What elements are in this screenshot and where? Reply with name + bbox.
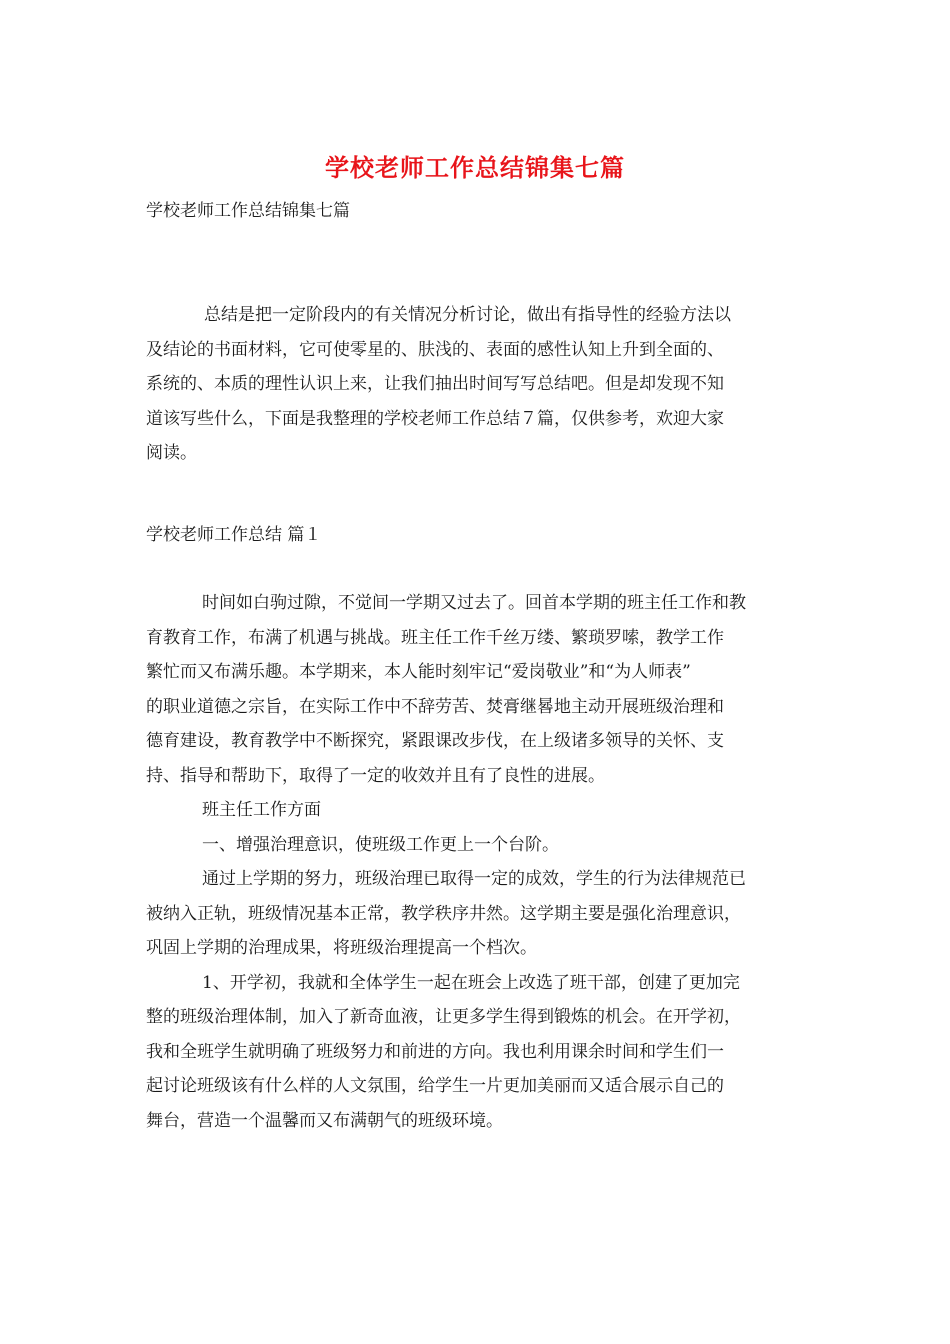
text-line: 舞台，营造一个温馨而又布满朝气的班级环境。 (146, 1110, 503, 1131)
text-line: 及结论的书面材料，它可使零星的、肤浅的、表面的感性认知上升到全面的、 (146, 339, 724, 360)
text-line: 起讨论班级该有什么样的人文氛围，给学生一片更加美丽而又适合展示自己的 (146, 1076, 724, 1096)
text-line: 总结是把一定阶段内的有关情况分析讨论，做出有指导性的经验方法以 (204, 305, 731, 325)
text-line: 持、指导和帮助下，取得了一定的收效并且有了良性的进展。 (146, 765, 605, 786)
document-title: 学校老师工作总结锦集七篇 (325, 153, 625, 182)
text-line: 整的班级治理体制，加入了新奇血液，让更多学生得到锻炼的机会。在开学初， (146, 1007, 741, 1027)
text-line: 的职业道德之宗旨，在实际工作中不辞劳苦、焚膏继晷地主动开展班级治理和 (146, 696, 724, 717)
text-line: 被纳入正轨，班级情况基本正常，教学秩序井然。这学期主要是强化治理意识， (146, 903, 741, 924)
intro-paragraph (146, 298, 806, 471)
text-line: 阅读。 (146, 443, 197, 463)
text-line: 繁忙而又布满乐趣。本学期来，本人能时刻牢记“爱岗敬业”和“为人师表” (146, 662, 691, 682)
text-line: 道该写些什么，下面是我整理的学校老师工作总结７篇，仅供参考，欢迎大家 (146, 408, 724, 429)
point-heading: 一、增强治理意识，使班级工作更上一个台阶。 (202, 834, 559, 855)
section-heading: 学校老师工作总结 篇１ (146, 525, 322, 545)
body-paragraph-1 (146, 586, 806, 1138)
text-line: 1、开学初，我就和全体学生一起在班会上改选了班干部，创建了更加完 (202, 972, 740, 993)
text-line: 系统的、本质的理性认识上来，让我们抽出时间写写总结吧。但是却发现不知 (146, 374, 724, 394)
text-line: 育教育工作，布满了机遇与挑战。班主任工作千丝万缕、繁琐罗嗦，教学工作 (146, 627, 724, 648)
text-line: 我和全班学生就明确了班级努力和前进的方向。我也利用课余时间和学生们一 (146, 1041, 724, 1062)
text-line: 巩固上学期的治理成果，将班级治理提高一个档次。 (146, 938, 537, 958)
document-subtitle: 学校老师工作总结锦集七篇 (146, 201, 350, 221)
text-line: 通过上学期的努力，班级治理已取得一定的成效，学生的行为法律规范已 (202, 869, 746, 889)
text-line: 时间如白驹过隙，不觉间一学期又过去了。回首本学期的班主任工作和教 (202, 593, 746, 613)
text-line: 德育建设，教育教学中不断探究，紧跟课改步伐，在上级诸多领导的关怀、支 (146, 731, 724, 751)
sub-heading: 班主任工作方面 (202, 800, 321, 820)
